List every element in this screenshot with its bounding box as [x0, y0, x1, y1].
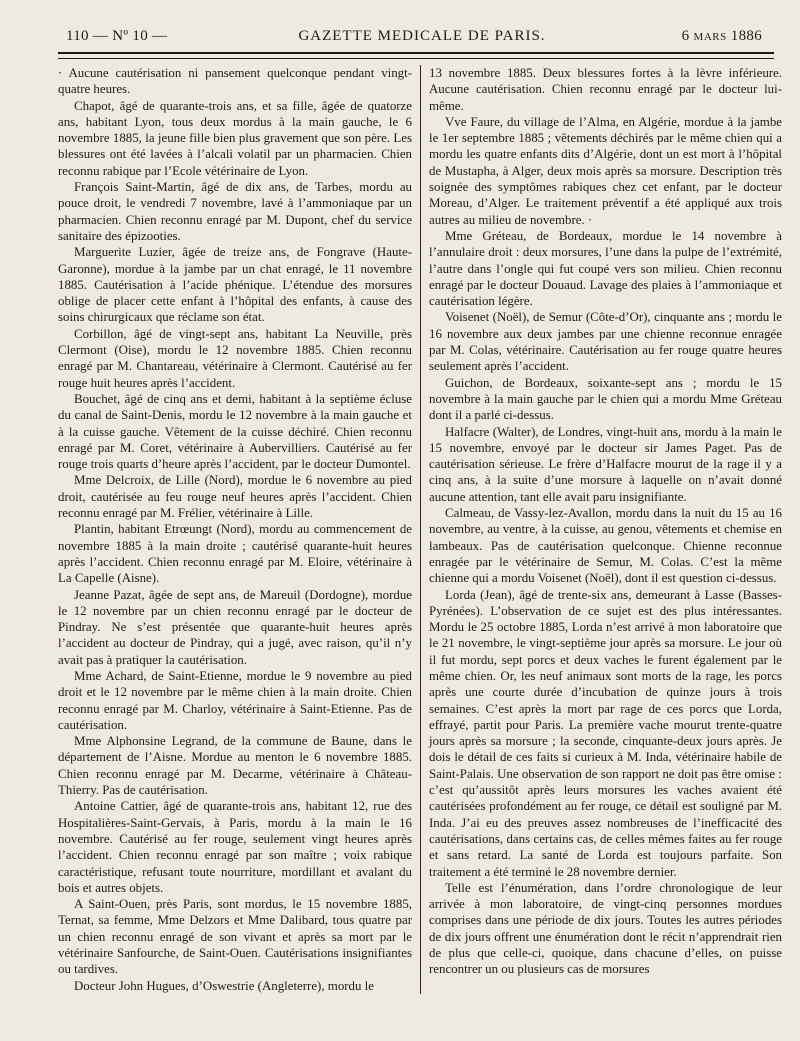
paragraph: Mme Achard, de Saint-Etienne, mordue le 9 novembre au pied droit et le 12 novembre par le même chien à la main droite. Chien reconnu enragé par M. Charloy, vétérinaire à Saint-Etienne. Pas de cautérisation. — [58, 668, 412, 732]
paragraph: Antoine Cattier, âgé de quarante-trois ans, habitant 12, rue des Hospitalières-Saint-Gervais, à Paris, mordu à la main le 16 novembre. Cautérisé au fer rouge, seulement vingt heures après l’accident. Chien reconnu enragé par son maître ; voix rabique caractéristique, refusant toute nourriture, mordillant et avalant du bois et autres objets. — [58, 799, 412, 895]
issue-number: — Nº 10 — — [92, 28, 168, 44]
issue-date — [682, 28, 762, 45]
paragraph: 13 novembre 1885. Deux blessures fortes à la lèvre inférieure. Aucune cautérisation. Chien reconnu enragé par le docteur lui-même. — [429, 66, 782, 113]
paragraph: Voisenet (Noël), de Semur (Côte-d’Or), cinquante ans ; mordu le 16 novembre aux deux jambes par une chienne reconnue enragée par M. Colas, vétérinaire. Cautérisation au fer rouge quatre heures seulement après l’accident. — [429, 310, 782, 374]
paragraph: Corbillon, âgé de vingt-sept ans, habitant La Neuville, près Clermont (Oise), mordu le 12 novembre 1885. Chien reconnu enragé par M. Chantareau, vétérinaire à Clermont. Cautérisé au fer rouge huit heures après l’accident. — [58, 326, 412, 390]
journal-title: GAZETTE MEDICALE DE PARIS. — [298, 28, 546, 44]
date-day: 6 — [681, 28, 690, 44]
paragraph: Chapot, âgé de quarante-trois ans, et sa fille, âgée de quatorze ans, habitant Lyon, tous deux mordus à la main gauche, le 6 novembre 1885, la jeune fille bien plus gravement que son père. Les blessures ont été lavées à l’alcali volatil par un pharmacien. Chien reconnu rabique par l’Ecole vétérinaire de Lyon. — [58, 98, 412, 178]
paragraph: Lorda (Jean), âgé de trente-six ans, demeurant à Lasse (Basses-Pyrénées). L’observation de ce sujet est des plus intéressantes. Mordu le 25 octobre 1885, Lorda n’est arrivé à mon laboratoire que le 21 novembre, le vingt-septième jour après sa morsure. Le jour où il fut mordu, sept porcs et deux vaches le furent également par le même chien. Or, les neuf animaux sont morts de la rage, les porcs après une courte durée d’incubation de quinze jours à trois semaines. C’est après la mort par rage de ces porcs que Lorda, effrayé, partit pour Paris. La première vache mourut trente-quatre jours après sa morsure ; la seconde, cinquante-deux jours après. Je dois le détail de ces faits si curieux à M. Inda, vétérinaire habile de Saint-Palais. Une observation de son rapport ne doit pas être omise : c’est qu’aussitôt après leurs morsures les vaches avaient été cautérisées profondément au fer rouge, ce détail est souligné par M. Inda. J’ai eu des preuves assez nombreuses de l’inefficacité des cautérisations, dans certains cas, de celles mêmes faites au fer rouge et sans retard. La santé de Lorda est toujours parfaite. Son traitement a été terminé le 28 novembre dernier. — [429, 587, 782, 879]
paragraph: François Saint-Martin, âgé de dix ans, de Tarbes, mordu au pouce droit, le vendredi 7 novembre, lavé à l’ammoniaque par un pharmacien. Chien reconnu enragé par M. Dupont, chef du service sanitaire des épizooties. — [58, 180, 412, 243]
paragraph: Telle est l’énumération, dans l’ordre chronologique de leur arrivée à mon laboratoire, de vingt-cinq personnes mordues comprises dans une période de dix jours. Toutes les autres périodes de dix jours offrent une énumération dont le récit n’apprendrait rien de plus que celle-ci, quoique, dans chacune d’elles, on puisse rencontrer un ou plusieurs cas de morsures — [429, 880, 782, 977]
paragraph: Vve Faure, du village de l’Alma, en Algérie, mordue à la jambe le 1er septembre 1885 ; vêtements déchirés par le même chien qui a mordu les quatre enfants dits d’Algérie, dont un est mort à l’hôpital de Mustapha, à Alger, deux mois après sa morsure. Description très soignée des symptômes rabiques chez cet enfant, par le docteur Moreau, d’Alger. Le traitement préventif a été appliqué aux trois autres au milieu de novembre. · — [429, 114, 782, 227]
paragraph: Plantin, habitant Etrœungt (Nord), mordu au commencement de novembre 1885 à la main droite ; cautérisé quarante-huit heures après l’accident. Chien reconnu enragé par M. Eloire, vétérinaire à La Capelle (Aisne). — [58, 522, 412, 586]
paragraph: Jeanne Pazat, âgée de sept ans, de Mareuil (Dordogne), mordue le 12 novembre par un chien reconnu enragé par le docteur de Pindray. Ne s’est présentée que quarante-huit heures après l’accident au docteur de Pindray, qui a jugé, avec raison, qu’il n’y avait pas à pratiquer la cautérisation. — [58, 587, 412, 667]
left-column — [58, 65, 420, 994]
header-rule — [58, 52, 774, 59]
paragraph: Calmeau, de Vassy-lez-Avallon, mordu dans la nuit du 15 au 16 novembre, au ventre, à la cuisse, au genou, vêtements et chemise en lambeaux. Pas de cautérisation quelconque. Chienne reconnue enragée par le vétérinaire de Semur, M. Colas. C’est la même chienne qui a mordu Voisenet (Noël), dont il est question ci-dessus. — [429, 506, 782, 586]
date-year: 1886 — [730, 28, 762, 44]
date-month: MARS — [693, 31, 727, 43]
paragraph: Mme Alphonsine Legrand, de la commune de Baune, dans le département de l’Aisne. Mordue au menton le 6 novembre 1885. Chien reconnu enragé par M. Decarme, vétérinaire à Château-Thierry. Pas de cautérisation. — [58, 734, 412, 798]
paragraph: A Saint-Ouen, près Paris, sont mordus, le 15 novembre 1885, Ternat, sa femme, Mme Delzors et Mme Dalibard, tous quatre par un chien reconnu enragé de son vivant et après sa mort par le vétérinaire Sanfourche, de Saint-Ouen. Cautérisations insignifiantes ou tardives. — [58, 897, 412, 977]
paragraph: Marguerite Luzier, âgée de treize ans, de Fongrave (Haute-Garonne), mordue à la jambe par un chat enragé, le 11 novembre 1885. Cautérisation à l’acide phénique. L’étendue des morsures oblige de placer cette enfant à l’hôpital des enfants, à cause des soins chirurgicaux que réclame son état. — [58, 245, 412, 325]
paragraph: Mme Gréteau, de Bordeaux, mordue le 14 novembre à l’annulaire droit : deux morsures, l’une dans la pulpe de l’extrémité, l’autre dans l’ongle qui fut coupé vers son milieu. Chien reconnu enragé par le docteur Douaud. Lavage des plaies à l’ammoniaque et cautérisation légère. — [429, 228, 782, 309]
paragraph: Halfacre (Walter), de Londres, vingt-huit ans, mordu à la main le 15 novembre, envoyé par le docteur sir James Paget. Pas de cautérisation sérieuse. Le frère d’Halfacre mourut de la rage il y a cinq ans, à la suite d’une morsure à laquelle on n’avait donné aucune attention, tant elle avait paru insignifiante. — [429, 424, 782, 504]
running-header — [58, 28, 786, 50]
page-number: 110 — [66, 28, 89, 44]
right-column — [420, 65, 782, 994]
paragraph: Bouchet, âgé de cinq ans et demi, habitant à la septième écluse du canal de Saint-Denis, mordu le 12 novembre à la main gauche et à la cuisse gauche. Vêtement de la cuisse déchiré. Chien reconnu enragé par M. Coret, vétérinaire à Aubervilliers. Cautérisé au fer rouge trois quarts d’heure après l’accident, par le docteur Dumontel. — [58, 391, 412, 472]
paragraph: Docteur John Hugues, d’Oswestrie (Angleterre), mordu le — [74, 978, 374, 993]
paragraph: Mme Delcroix, de Lille (Nord), mordue le 6 novembre au pied droit, cautérisée au feu rouge neuf heures après l’accident. Chien reconnu enragé par M. Frélier, vétérinaire à Lille. — [58, 473, 412, 521]
text-columns — [58, 65, 786, 994]
paragraph: Guichon, de Bordeaux, soixante-sept ans ; mordu le 15 novembre à la main gauche par le chien qui a mordu Mme Gréteau dont il a parlé ci-dessus. — [429, 375, 782, 423]
paragraph: · Aucune cautérisation ni pansement quelconque pendant vingt-quatre heures. — [58, 66, 412, 97]
